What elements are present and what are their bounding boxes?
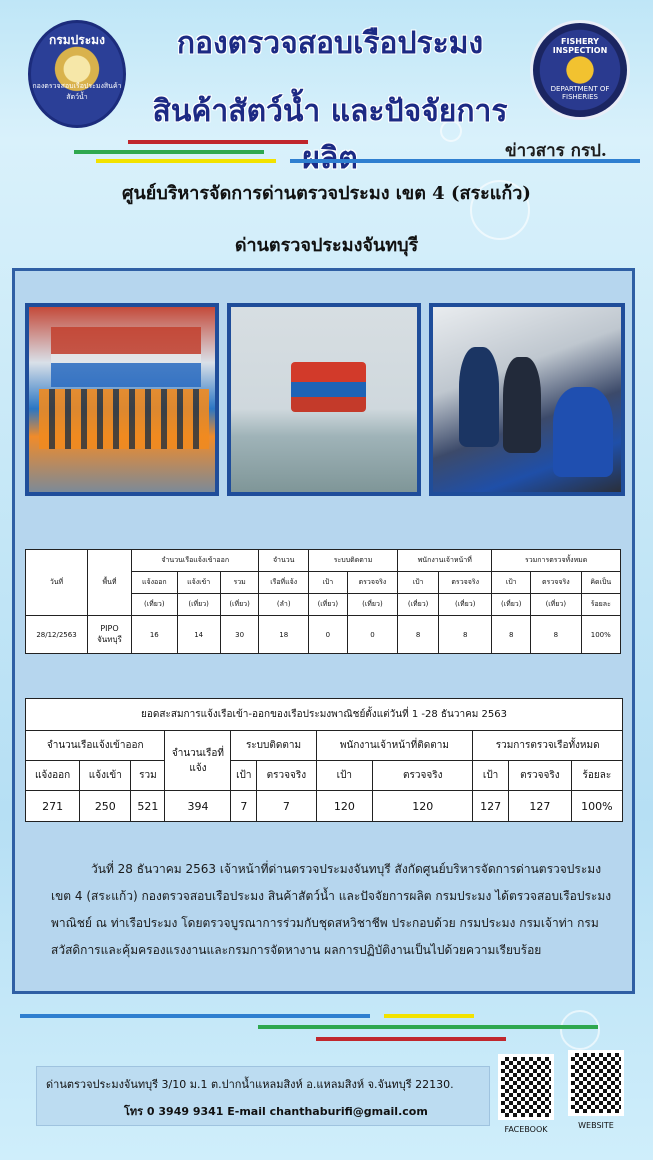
photo-crew-inspection [25, 303, 219, 496]
sub-header: รวม [220, 572, 259, 594]
cell-value: 271 [26, 791, 80, 822]
cell-value: 16 [132, 616, 178, 654]
unit-cell: (เที่ยว) [132, 594, 178, 616]
sub-header: ตรวจจริง [439, 572, 492, 594]
cell-value: 127 [473, 791, 509, 822]
cell-value: 394 [165, 791, 231, 822]
col-header-group5: รวมการตรวจทั้งหมด [492, 550, 621, 572]
divider-line-red [128, 140, 308, 144]
sub-header: เป้า [316, 761, 373, 791]
unit-cell: ร้อยละ [581, 594, 620, 616]
fishing-boat-image [51, 327, 201, 387]
col-header-notified [165, 731, 231, 791]
cell-area-line2: จันทบุรี [97, 634, 122, 644]
cell-value: 120 [316, 791, 373, 822]
qr-code-icon [568, 1050, 624, 1116]
cell-value: 0 [308, 616, 347, 654]
unit-cell: (เที่ยว) [492, 594, 531, 616]
crew-life-jackets-image [39, 389, 209, 449]
logo-right-bottom-text: DEPARTMENT OF FISHERIES [550, 85, 610, 101]
bubble-decoration [560, 1010, 600, 1050]
cell-value: 100% [571, 791, 622, 822]
logo-right-top-text: FISHERY INSPECTION [552, 37, 608, 55]
col-header-group2: จำนวน [259, 550, 308, 572]
unit-cell: (เที่ยว) [347, 594, 397, 616]
unit-cell: (เที่ยว) [308, 594, 347, 616]
sub-header: แจ้งเข้า [177, 572, 220, 594]
officer-figure [459, 347, 499, 447]
sub-header: เป้า [308, 572, 347, 594]
col-header-boats: จำนวนเรือแจ้งเข้าออก [26, 731, 165, 761]
sub-header: เป้า [473, 761, 509, 791]
divider-line-green [74, 150, 264, 154]
cell-value: 8 [439, 616, 492, 654]
cell-date: 28/12/2563 [26, 616, 88, 654]
footer-address: ด่านตรวจประมงจันทบุรี 3/10 ม.1 ต.ปากน้ำแหลมสิงห์ อ.แหลมสิงห์ จ.จันทบุรี 22130. [46, 1078, 454, 1091]
department-logo-left [28, 20, 126, 128]
officer-figure [503, 357, 541, 453]
qr-code-icon [498, 1054, 554, 1120]
col-header-officers: พนักงานเจ้าหน้าที่ติดตาม [316, 731, 473, 761]
col-header-notified-line2: แจ้ง [189, 762, 207, 774]
sub-header: ร้อยละ [571, 761, 622, 791]
facebook-qr-label: FACEBOOK [504, 1125, 548, 1134]
divider-line-red [316, 1037, 506, 1041]
cumulative-table [25, 698, 623, 822]
fishing-boat-image [291, 362, 366, 412]
col-header-area: พื้นที่ [88, 550, 132, 616]
header-title-line1: กองตรวจสอบเรือประมง [176, 26, 484, 61]
unit-cell: (เที่ยว) [177, 594, 220, 616]
news-label: ข่าวสาร กรป. [505, 141, 607, 161]
cell-value: 18 [259, 616, 308, 654]
sub-header: ตรวจจริง [373, 761, 473, 791]
cell-value: 7 [231, 791, 257, 822]
sub-header: แจ้งเข้า [80, 761, 131, 791]
cell-area-line1: PIPO [100, 623, 119, 633]
divider-line-yellow [96, 159, 276, 163]
col-header-notified-line1: จำนวนเรือที่ [171, 747, 225, 759]
unit-cell: (เที่ยว) [398, 594, 439, 616]
col-header-date: วันที่ [26, 550, 88, 616]
cell-value: 8 [398, 616, 439, 654]
table-row [26, 791, 623, 822]
unit-cell: (เที่ยว) [531, 594, 581, 616]
footer-contact: โทร 0 3949 9341 E-mail chanthaburifi@gmail.com [124, 1105, 428, 1118]
cell-value: 250 [80, 791, 131, 822]
cell-value: 7 [257, 791, 316, 822]
sub-header: ตรวจจริง [531, 572, 581, 594]
cell-value: 8 [492, 616, 531, 654]
unit-cell: (เที่ยว) [220, 594, 259, 616]
cell-value: 120 [373, 791, 473, 822]
facebook-qr[interactable] [498, 1054, 554, 1134]
table-row [26, 616, 621, 654]
divider-line-green [258, 1025, 598, 1029]
sub-header: รวม [131, 761, 165, 791]
unit-cell: (เที่ยว) [439, 594, 492, 616]
fishery-inspection-logo [530, 20, 630, 120]
unit-cell: (ลำ) [259, 594, 308, 616]
divider-line-blue [20, 1014, 370, 1018]
cell-value: 100% [581, 616, 620, 654]
cell-value: 521 [131, 791, 165, 822]
photo-fishing-boat [227, 303, 421, 496]
divider-line-yellow [384, 1014, 474, 1018]
content-panel [12, 268, 635, 994]
cell-value: 8 [531, 616, 581, 654]
officer-figure [553, 387, 613, 477]
col-header-group3: ระบบติดตาม [308, 550, 397, 572]
header-title-line2: สินค้าสัตว์น้ำ และปัจจัยการ [152, 94, 508, 129]
sub-header: แจ้งออก [132, 572, 178, 594]
website-qr[interactable] [568, 1050, 624, 1130]
sub-header: ตรวจจริง [257, 761, 316, 791]
col-header-total: รวมการตรวจเรือทั้งหมด [473, 731, 623, 761]
daily-inspection-table [25, 549, 621, 654]
col-header-tracking: ระบบติดตาม [231, 731, 316, 761]
website-qr-label: WEBSITE [578, 1121, 614, 1130]
col-header-group4: พนักงานเจ้าหน้าที่ [398, 550, 492, 572]
sub-header: แจ้งออก [26, 761, 80, 791]
sub-header: เป้า [492, 572, 531, 594]
sub-header: ตรวจจริง [347, 572, 397, 594]
cell-value: 14 [177, 616, 220, 654]
sub-header: ตรวจจริง [508, 761, 571, 791]
cell-value: 30 [220, 616, 259, 654]
cell-value: 127 [508, 791, 571, 822]
logo-left-bottom-text: กองตรวจสอบเรือประมงสินค้าสัตว์น้ำ [32, 82, 122, 101]
sub-header: คิดเป็น [581, 572, 620, 594]
photo-officers-checking [429, 303, 625, 496]
sub-header: เป้า [398, 572, 439, 594]
cell-value: 0 [347, 616, 397, 654]
sub-header: เรือที่แจ้ง [259, 572, 308, 594]
sub-header: เป้า [231, 761, 257, 791]
col-header-group1: จำนวนเรือแจ้งเข้าออก [132, 550, 259, 572]
subtitle-checkpoint: ด่านตรวจประมงจันทบุรี [234, 235, 419, 256]
cell-area [88, 616, 132, 654]
logo-left-top-text: กรมประมง [49, 33, 105, 47]
subtitle-center: ศูนย์บริหารจัดการด่านตรวจประมง เขต 4 (สระแก้ว) [122, 183, 531, 204]
report-paragraph: วันที่ 28 ธันวาคม 2563 เจ้าหน้าที่ด่านตรวจประมงจันทบุรี สังกัดศูนย์บริหารจัดการด่านตรวจประมงเขต 4 (สระแก้ว) กองตรวจสอบเรือประมง สินค้าสัตว์น้ำ และปัจจัยการผลิต กรมประมง ได้ตรวจสอบเรือประมงพาณิชย์ ณ ท่าเรือประมง โดยตรวจบูรณาการร่วมกับชุดสหวิชาชีพ ประกอบด้วย กรมประมง กรมเจ้าท่า กรมสวัสดิการและคุ้มครองแรงงานและกรมการจัดหางาน ผลการปฏิบัติงานเป็นไปด้วยความเรียบร้อย [51, 862, 612, 957]
cumulative-table-caption: ยอดสะสมการแจ้งเรือเข้า-ออกของเรือประมงพาณิชย์ตั้งแต่วันที่ 1 -28 ธันวาคม 2563 [26, 699, 623, 731]
